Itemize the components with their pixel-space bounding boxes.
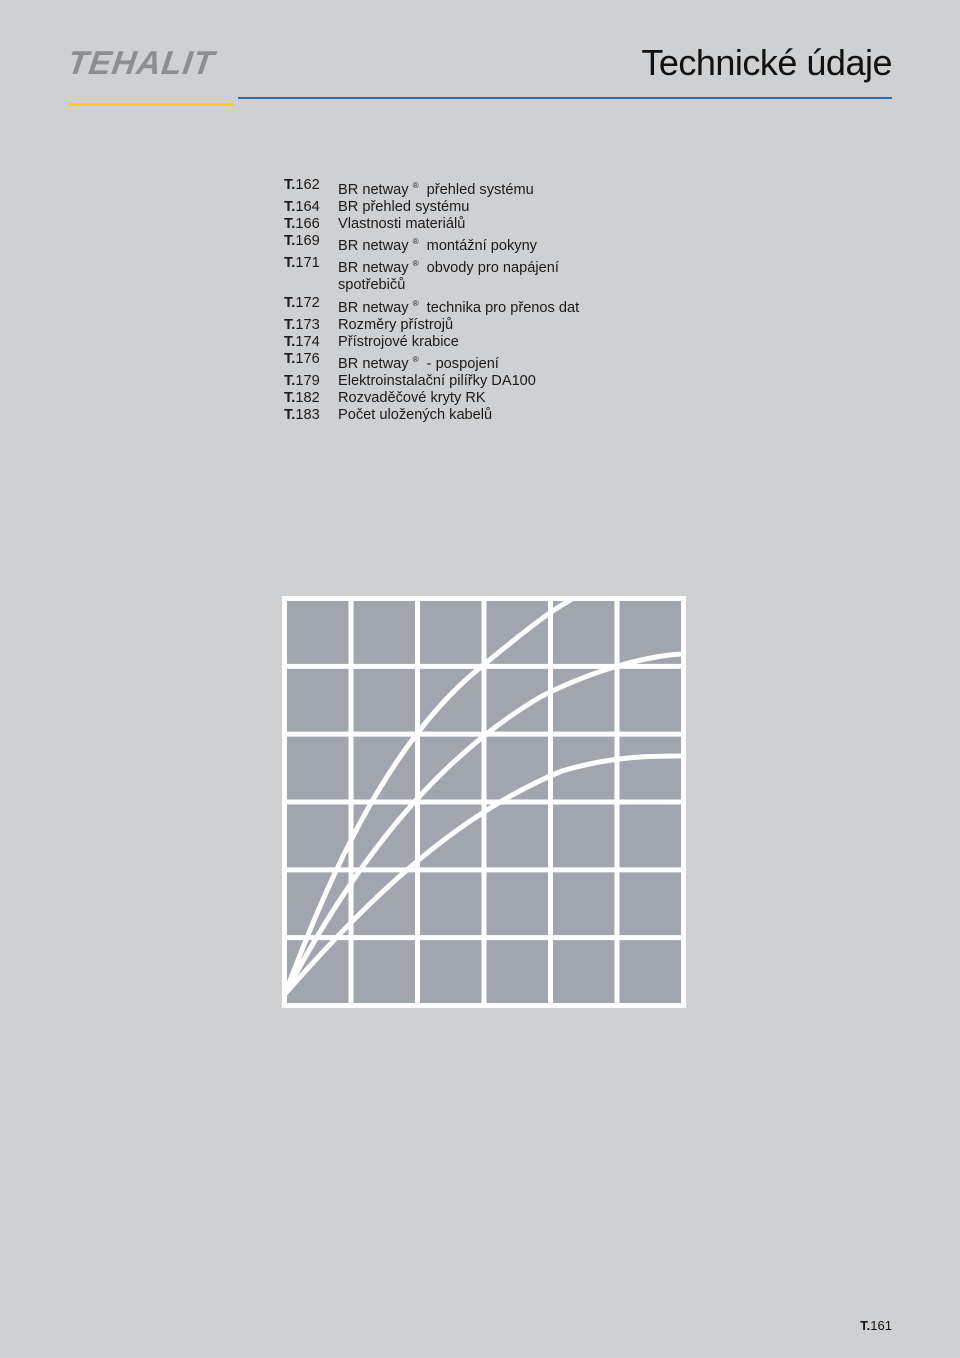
page-number-value: 161 xyxy=(870,1318,892,1333)
toc-entry-title-main: Rozvaděčové kryty RK xyxy=(338,390,486,407)
toc-entry-title-rest: obvody pro napájení xyxy=(426,260,559,277)
registered-mark: ® xyxy=(412,354,419,364)
toc-entry xyxy=(284,317,579,334)
toc-entry-page: 174 xyxy=(295,333,320,350)
decorative-grid-curves-figure xyxy=(282,596,686,1008)
toc-entry-number xyxy=(284,295,338,317)
toc-entry-title xyxy=(338,373,536,390)
toc-entry-title-main: BR netway xyxy=(338,299,409,316)
toc-entry-prefix: T. xyxy=(284,350,296,367)
toc-entry xyxy=(284,351,579,373)
toc-entry-title-main: BR netway xyxy=(338,260,409,277)
toc-entry-page: 164 xyxy=(295,199,320,216)
toc-entry xyxy=(284,199,579,216)
page-number xyxy=(860,1318,892,1333)
toc-entry-prefix: T. xyxy=(284,390,296,407)
registered-mark: ® xyxy=(412,298,419,308)
toc-entry-title-main: Počet uložených kabelů xyxy=(338,407,493,424)
toc-entry-title-rest: montážní pokyny xyxy=(426,238,537,255)
header-rule-yellow xyxy=(68,103,234,106)
toc-entry-title xyxy=(338,407,492,424)
toc-entry-prefix: T. xyxy=(284,333,296,350)
toc-entry-page: 183 xyxy=(295,407,320,424)
toc-entry-number xyxy=(284,255,338,277)
toc-entry-title-main: BR přehled systému xyxy=(338,199,470,216)
toc-entry-prefix: T. xyxy=(284,216,296,233)
toc-entry xyxy=(284,277,579,294)
toc-entry xyxy=(284,295,579,317)
toc-entry-title xyxy=(338,334,459,351)
toc-entry-page: 179 xyxy=(295,372,320,389)
toc-entry-title-rest: technika pro přenos dat xyxy=(426,299,580,316)
toc-entry xyxy=(284,177,579,199)
page-number-prefix: T. xyxy=(860,1318,871,1333)
toc-entry-title xyxy=(338,177,534,199)
tehalit-logo: TEHALIT xyxy=(65,44,217,81)
toc-entry-title xyxy=(338,295,579,317)
table-of-contents xyxy=(284,177,579,424)
toc-entry xyxy=(284,233,579,255)
toc-entry-page: 169 xyxy=(295,233,320,250)
toc-entry-number xyxy=(284,407,338,424)
toc-entry-prefix: T. xyxy=(284,255,296,272)
toc-entry-title-rest: - pospojení xyxy=(426,355,499,372)
toc-entry-page: 172 xyxy=(295,294,320,311)
toc-entry xyxy=(284,373,579,390)
toc-entry-title xyxy=(338,317,453,334)
header-rule-blue xyxy=(238,97,892,99)
toc-entry-number xyxy=(284,390,338,407)
toc-entry-title xyxy=(338,390,486,407)
toc-entry-title xyxy=(338,351,499,373)
toc-entry-title-main: Přístrojové krabice xyxy=(338,333,459,350)
toc-entry-page: 166 xyxy=(295,216,320,233)
toc-entry-number xyxy=(284,233,338,255)
toc-entry-number xyxy=(284,373,338,390)
toc-entry xyxy=(284,390,579,407)
toc-entry-prefix: T. xyxy=(284,294,296,311)
toc-entry-number xyxy=(284,216,338,233)
toc-entry-number xyxy=(284,177,338,199)
toc-entry-title xyxy=(338,199,469,216)
toc-entry-prefix: T. xyxy=(284,316,296,333)
registered-mark: ® xyxy=(412,181,419,190)
toc-entry-prefix: T. xyxy=(284,199,296,216)
toc-entry-number xyxy=(284,277,338,294)
toc-entry-title xyxy=(338,233,537,255)
toc-entry xyxy=(284,334,579,351)
toc-entry-title-main: BR netway xyxy=(338,238,409,255)
toc-entry-title-main: spotřebičů xyxy=(338,277,406,294)
toc-entry-title-main: Rozměry přístrojů xyxy=(338,316,454,333)
toc-entry-page: 176 xyxy=(295,350,320,367)
toc-entry-number xyxy=(284,317,338,334)
toc-entry-title-main: Elektroinstalační pilířky DA100 xyxy=(338,372,536,389)
toc-entry-title-rest: přehled systému xyxy=(426,182,534,198)
toc-entry-number xyxy=(284,334,338,351)
toc-entry xyxy=(284,216,579,233)
toc-entry-number xyxy=(284,351,338,373)
toc-entry-title xyxy=(338,216,465,233)
toc-entry-prefix: T. xyxy=(284,233,296,250)
toc-entry-page: 162 xyxy=(295,177,320,193)
toc-entry-title-main: BR netway xyxy=(338,355,409,372)
toc-entry-page: 173 xyxy=(295,316,320,333)
registered-mark: ® xyxy=(412,237,419,247)
toc-entry-number xyxy=(284,199,338,216)
toc-entry-page: 171 xyxy=(295,255,320,272)
toc-entry-title xyxy=(338,277,405,294)
page-title: Technické údaje xyxy=(641,42,892,83)
registered-mark: ® xyxy=(412,259,419,269)
toc-entry-prefix: T. xyxy=(284,177,296,193)
toc-entry xyxy=(284,255,579,277)
toc-entry-title xyxy=(338,255,559,277)
toc-entry-page: 182 xyxy=(295,390,320,407)
toc-entry-prefix: T. xyxy=(284,407,296,424)
toc-entry-prefix: T. xyxy=(284,372,296,389)
toc-entry-title-main: Vlastnosti materiálů xyxy=(338,216,466,233)
toc-entry-title-main: BR netway xyxy=(338,182,409,198)
toc-entry xyxy=(284,407,579,424)
